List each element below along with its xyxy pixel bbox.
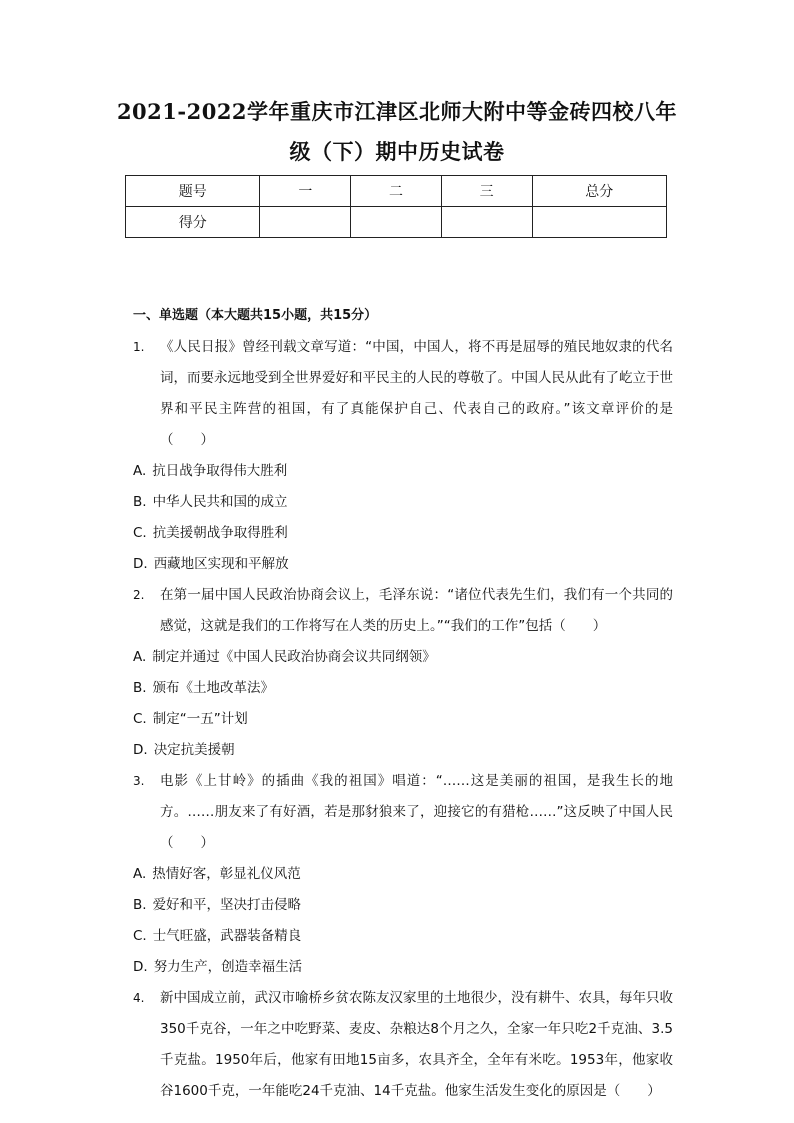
answer-option[interactable] (133, 456, 411, 487)
option-letter: D. (133, 556, 148, 572)
score-header-cell: 题号 (126, 176, 260, 207)
option-text: 制定“一五”计划 (152, 711, 248, 727)
answer-option[interactable] (133, 921, 411, 952)
question-number: 4. (133, 991, 145, 1005)
option-text: 爱好和平，坚决打击侵略 (152, 897, 302, 913)
option-text: 努力生产，创造幸福生活 (153, 959, 303, 975)
question-text: 新中国成立前，武汉市喻桥乡贫农陈友汉家里的土地很少，没有耕牛、农具，每年只收350千克谷，一年之中吃野菜、麦皮、杂粮达8个月之久，全家一年只吃2千克油、3.5千克盐。1950年后，他家有田地15亩多，农具齐全，全年有米吃。1953年，他家收谷1600千克，一年能吃24千克油、14千克盐。他家生活发生变化的原因是（ ） (160, 990, 673, 1099)
option-letter: C. (133, 711, 147, 727)
score-header-cell: 三 (441, 176, 532, 207)
score-header-cell: 二 (351, 176, 442, 207)
option-letter: A. (133, 463, 147, 479)
option-text: 决定抗美援朝 (153, 742, 235, 758)
option-letter: B. (133, 680, 147, 696)
answer-option[interactable] (133, 890, 411, 921)
option-letter: C. (133, 525, 147, 541)
question-text: 电影《上甘岭》的插曲《我的祖国》唱道：“……这是美丽的祖国，是我生长的地方。……朋友来了有好酒，若是那豺狼来了，迎接它的有猎枪……”这反映了中国人民（ ） (160, 773, 673, 851)
answer-option[interactable] (133, 642, 673, 673)
question-item (133, 580, 673, 766)
score-cell (351, 207, 442, 238)
option-text: 西藏地区实现和平解放 (153, 556, 289, 572)
question-item (133, 983, 673, 1107)
option-text: 颁布《土地改革法》 (152, 680, 275, 696)
question-number: 3. (133, 774, 145, 788)
question-number: 2. (133, 588, 145, 602)
option-letter: D. (133, 959, 148, 975)
answer-option[interactable] (133, 487, 411, 518)
answer-options (133, 456, 673, 580)
question-number: 1. (133, 340, 145, 354)
question-stem (133, 766, 673, 859)
answer-option[interactable] (133, 549, 411, 580)
question-text: 在第一届中国人民政治协商会议上，毛泽东说：“诸位代表先生们，我们有一个共同的感觉，这就是我们的工作将写在人类的历史上。”“我们的工作”包括（ ） (160, 587, 673, 634)
score-table-header-row (126, 176, 667, 207)
answer-option[interactable] (133, 735, 673, 766)
question-stem (133, 983, 673, 1107)
option-text: 热情好客，彰显礼仪风范 (152, 866, 301, 882)
exam-title (80, 92, 714, 172)
question-list (133, 332, 673, 1107)
option-letter: B. (133, 494, 147, 510)
answer-option[interactable] (133, 704, 673, 735)
score-row-label: 得分 (126, 207, 260, 238)
score-table-score-row (126, 207, 667, 238)
section-header: 一、单选题（本大题共15小题，共15分） (133, 308, 378, 323)
option-text: 抗日战争取得伟大胜利 (152, 463, 288, 479)
question-item (133, 332, 673, 580)
option-text: 制定并通过《中国人民政治协商会议共同纲领》 (152, 649, 436, 665)
option-text: 士气旺盛，武器装备精良 (152, 928, 302, 944)
score-header-cell: 总分 (532, 176, 667, 207)
option-letter: B. (133, 897, 147, 913)
score-cell (441, 207, 532, 238)
option-text: 中华人民共和国的成立 (152, 494, 288, 510)
answer-options (133, 642, 673, 766)
answer-option[interactable] (133, 518, 411, 549)
answer-options (133, 859, 673, 983)
question-text: 《人民日报》曾经刊载文章写道：“中国，中国人，将不再是屈辱的殖民地奴隶的代名词，而要永远地受到全世界爱好和平民主的人民的尊敬了。中国人民从此有了屹立于世界和平民主阵营的祖国，有了真能保护自己、代表自己的政府。”该文章评价的是（ ） (160, 339, 673, 448)
score-cell (532, 207, 667, 238)
answer-option[interactable] (133, 673, 673, 704)
score-header-cell: 一 (260, 176, 351, 207)
option-letter: C. (133, 928, 147, 944)
answer-option[interactable] (133, 859, 411, 890)
option-text: 抗美援朝战争取得胜利 (152, 525, 288, 541)
option-letter: A. (133, 649, 147, 665)
option-letter: D. (133, 742, 148, 758)
exam-title-line-2: 级（下）期中历史试卷 (289, 139, 505, 164)
question-stem (133, 332, 673, 456)
question-item (133, 766, 673, 983)
score-cell (260, 207, 351, 238)
answer-option[interactable] (133, 952, 411, 983)
option-letter: A. (133, 866, 147, 882)
exam-title-line-1: 2021-2022学年重庆市江津区北师大附中等金砖四校八年 (116, 99, 678, 124)
question-content (133, 300, 673, 1107)
score-table (125, 175, 667, 238)
question-stem (133, 580, 673, 642)
